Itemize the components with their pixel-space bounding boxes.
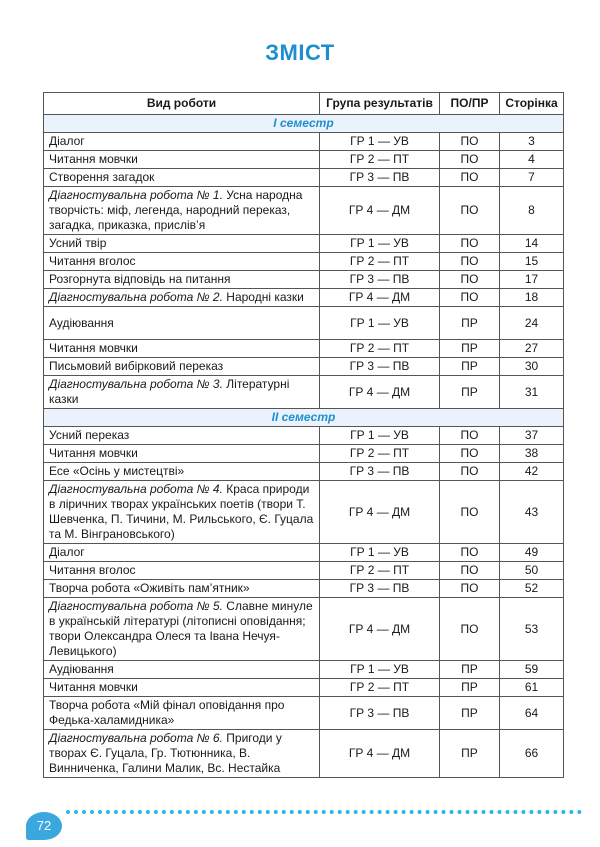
po-pr-cell: ПО: [440, 445, 500, 463]
work-type-cell: [44, 661, 320, 679]
results-group-cell: ГР 4 — ДМ: [320, 730, 440, 778]
table-row: [44, 235, 564, 253]
table-row: [44, 376, 564, 409]
work-type-cell: [44, 730, 320, 778]
work-type-cell: [44, 580, 320, 598]
table-row: [44, 187, 564, 235]
page-number-cell: 4: [500, 151, 564, 169]
results-group-cell: ГР 2 — ПТ: [320, 340, 440, 358]
page-number-cell: 7: [500, 169, 564, 187]
results-group-cell: ГР 2 — ПТ: [320, 679, 440, 697]
work-type-text: Читання мовчки: [49, 341, 138, 355]
po-pr-cell: ПО: [440, 562, 500, 580]
work-type-cell: [44, 289, 320, 307]
results-group-cell: ГР 1 — УВ: [320, 427, 440, 445]
table-row: [44, 358, 564, 376]
po-pr-cell: ПО: [440, 427, 500, 445]
work-type-cell: [44, 307, 320, 340]
po-pr-cell: ПР: [440, 358, 500, 376]
work-type-cell: [44, 463, 320, 481]
results-group-cell: ГР 2 — ПТ: [320, 562, 440, 580]
diagnostic-work-label: Діагностувальна робота № 1.: [49, 188, 223, 202]
work-type-text: Створення загадок: [49, 170, 155, 184]
diagnostic-work-label: Діагностувальна робота № 5.: [49, 599, 223, 613]
work-type-text: Аудіювання: [49, 662, 114, 676]
semester-row: [44, 115, 564, 133]
results-group-cell: ГР 1 — УВ: [320, 661, 440, 679]
table-row: [44, 445, 564, 463]
results-group-cell: ГР 2 — ПТ: [320, 253, 440, 271]
results-group-cell: ГР 2 — ПТ: [320, 151, 440, 169]
table-row: [44, 253, 564, 271]
work-type-text: Читання мовчки: [49, 446, 138, 460]
semester-row: [44, 409, 564, 427]
table-row: [44, 271, 564, 289]
results-group-cell: ГР 1 — УВ: [320, 544, 440, 562]
work-type-text: Творча робота «Мій фінал оповідання про Федька-халамидника»: [49, 698, 285, 727]
page-number-cell: 50: [500, 562, 564, 580]
po-pr-cell: ПО: [440, 235, 500, 253]
results-group-cell: ГР 4 — ДМ: [320, 289, 440, 307]
work-type-cell: [44, 235, 320, 253]
table-row: [44, 340, 564, 358]
work-type-cell: [44, 697, 320, 730]
table-row: [44, 463, 564, 481]
po-pr-cell: ПО: [440, 133, 500, 151]
page-number-cell: 66: [500, 730, 564, 778]
work-type-text: Усна народна творчість: міф, легенда, народний переказ, загадка, приказка, прислів’я: [49, 188, 303, 232]
table-row: [44, 661, 564, 679]
table-row: [44, 562, 564, 580]
results-group-cell: ГР 4 — ДМ: [320, 598, 440, 661]
page-number-cell: 42: [500, 463, 564, 481]
diagnostic-work-label: Діагностувальна робота № 6.: [49, 731, 223, 745]
page-number-cell: 59: [500, 661, 564, 679]
results-group-cell: ГР 1 — УВ: [320, 307, 440, 340]
work-type-text: Розгорнута відповідь на питання: [49, 272, 231, 286]
work-type-text: Читання мовчки: [49, 680, 138, 694]
work-type-cell: [44, 544, 320, 562]
work-type-cell: [44, 358, 320, 376]
work-type-cell: [44, 169, 320, 187]
table-row: [44, 697, 564, 730]
work-type-cell: [44, 445, 320, 463]
table-body: [44, 115, 564, 778]
page-number-cell: 37: [500, 427, 564, 445]
results-group-cell: ГР 3 — ПВ: [320, 271, 440, 289]
po-pr-cell: ПР: [440, 697, 500, 730]
po-pr-cell: ПО: [440, 598, 500, 661]
table-row: [44, 133, 564, 151]
work-type-text: Читання вголос: [49, 254, 136, 268]
po-pr-cell: ПР: [440, 340, 500, 358]
work-type-cell: [44, 340, 320, 358]
results-group-cell: ГР 4 — ДМ: [320, 187, 440, 235]
po-pr-cell: ПР: [440, 376, 500, 409]
work-type-text: Аудіювання: [49, 315, 114, 330]
po-pr-cell: ПО: [440, 289, 500, 307]
po-pr-cell: ПР: [440, 679, 500, 697]
table-row: [44, 289, 564, 307]
table-row: [44, 679, 564, 697]
results-group-cell: ГР 1 — УВ: [320, 235, 440, 253]
po-pr-cell: ПО: [440, 253, 500, 271]
work-type-cell: [44, 187, 320, 235]
table-row: [44, 427, 564, 445]
po-pr-cell: ПР: [440, 730, 500, 778]
work-type-text: Есе «Осінь у мистецтві»: [49, 464, 185, 478]
page-number-cell: 61: [500, 679, 564, 697]
table-header-row: [44, 93, 564, 115]
page-number-cell: 38: [500, 445, 564, 463]
page-number-cell: 31: [500, 376, 564, 409]
semester-label: II семестр: [44, 409, 564, 427]
po-pr-cell: ПР: [440, 661, 500, 679]
page-number-cell: 52: [500, 580, 564, 598]
work-type-cell: [44, 481, 320, 544]
page-number-cell: 18: [500, 289, 564, 307]
page-number-cell: 30: [500, 358, 564, 376]
work-type-text: Краса природи в ліричних творах українських поетів (твори Т. Шевченка, П. Тичини, М. Рильського, Є. Гуцала та М. Вінграновського): [49, 482, 314, 541]
results-group-cell: ГР 4 — ДМ: [320, 376, 440, 409]
page-number-cell: 3: [500, 133, 564, 151]
work-type-text: Діалог: [49, 545, 85, 559]
contents-table: [43, 92, 564, 778]
results-group-cell: ГР 1 — УВ: [320, 133, 440, 151]
work-type-cell: [44, 679, 320, 697]
work-type-cell: [44, 598, 320, 661]
diagnostic-work-label: Діагностувальна робота № 4.: [49, 482, 223, 496]
diagnostic-work-label: Діагностувальна робота № 3.: [49, 377, 223, 391]
page-number-cell: 15: [500, 253, 564, 271]
semester-label: I семестр: [44, 115, 564, 133]
page-number-cell: 27: [500, 340, 564, 358]
po-pr-cell: ПО: [440, 580, 500, 598]
work-type-text: Усний переказ: [49, 428, 130, 442]
po-pr-cell: ПО: [440, 151, 500, 169]
results-group-cell: ГР 3 — ПВ: [320, 697, 440, 730]
results-group-cell: ГР 3 — ПВ: [320, 580, 440, 598]
column-header-po-pr: ПО/ПР: [440, 93, 500, 115]
work-type-cell: [44, 253, 320, 271]
results-group-cell: ГР 3 — ПВ: [320, 169, 440, 187]
work-type-cell: [44, 376, 320, 409]
work-type-text: Славне минуле в українській літературі (літописні оповідання; твори Олександра Олеся та Івана Нечуя-Левицького): [49, 599, 313, 658]
work-type-cell: [44, 427, 320, 445]
work-type-cell: [44, 271, 320, 289]
po-pr-cell: ПО: [440, 463, 500, 481]
page-number-cell: 43: [500, 481, 564, 544]
results-group-cell: ГР 3 — ПВ: [320, 463, 440, 481]
page-title: ЗМІСТ: [265, 40, 335, 65]
work-type-text: Читання мовчки: [49, 152, 138, 166]
page-number-cell: 14: [500, 235, 564, 253]
table-row: [44, 151, 564, 169]
work-type-text: Усний твір: [49, 236, 107, 250]
po-pr-cell: ПО: [440, 187, 500, 235]
po-pr-cell: ПО: [440, 169, 500, 187]
work-type-text: Діалог: [49, 134, 85, 148]
po-pr-cell: ПО: [440, 481, 500, 544]
page-number-cell: 24: [500, 307, 564, 340]
page-number-cell: 49: [500, 544, 564, 562]
work-type-cell: [44, 151, 320, 169]
work-type-text: Читання вголос: [49, 563, 136, 577]
results-group-cell: ГР 4 — ДМ: [320, 481, 440, 544]
work-type-text: Народні казки: [222, 290, 304, 304]
table-row: [44, 307, 564, 340]
work-type-text: Літературні казки: [49, 377, 290, 406]
work-type-text: Творча робота «Оживіть пам’ятник»: [49, 581, 250, 595]
table-row: [44, 544, 564, 562]
page-number-cell: 53: [500, 598, 564, 661]
results-group-cell: ГР 2 — ПТ: [320, 445, 440, 463]
po-pr-cell: ПО: [440, 271, 500, 289]
column-header-work-type: Вид роботи: [44, 93, 320, 115]
results-group-cell: ГР 3 — ПВ: [320, 358, 440, 376]
work-type-text: Письмовий вибірковий переказ: [49, 359, 224, 373]
po-pr-cell: ПР: [440, 307, 500, 340]
page-number-badge: 72: [26, 812, 62, 840]
diagnostic-work-label: Діагностувальна робота № 2.: [49, 290, 223, 304]
work-type-cell: [44, 562, 320, 580]
bottom-dotted-rule: [66, 810, 582, 814]
column-header-page: Сторінка: [500, 93, 564, 115]
table-row: [44, 580, 564, 598]
po-pr-cell: ПО: [440, 544, 500, 562]
work-type-cell: [44, 133, 320, 151]
table-row: [44, 730, 564, 778]
page-number-cell: 64: [500, 697, 564, 730]
table-row: [44, 169, 564, 187]
work-type-text: Пригоди у творах Є. Гуцала, Гр. Тютюнника, В. Винниченка, Галини Малик, Вс. Нестайка: [49, 731, 282, 775]
column-header-results-group: Група результатів: [320, 93, 440, 115]
table-row: [44, 598, 564, 661]
page-number-cell: 17: [500, 271, 564, 289]
page-number-cell: 8: [500, 187, 564, 235]
table-row: [44, 481, 564, 544]
